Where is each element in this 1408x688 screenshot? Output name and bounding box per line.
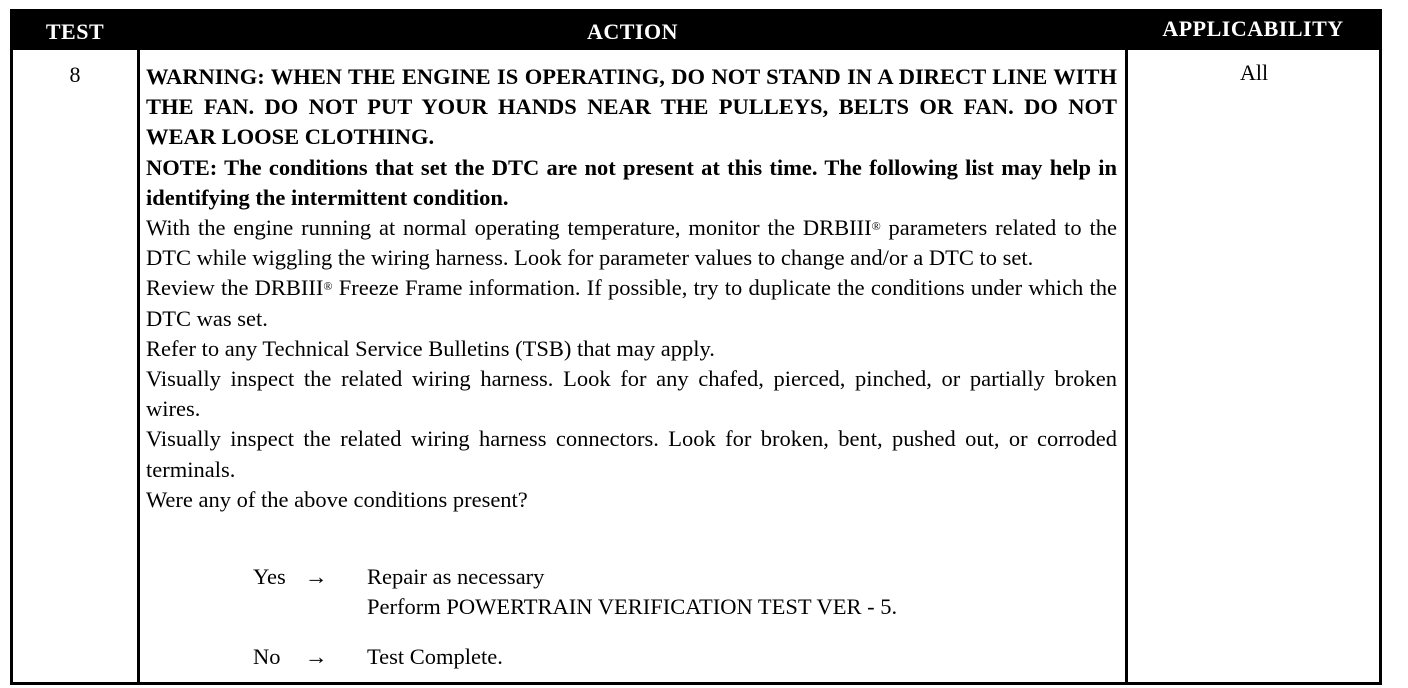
step-connectors: Visually inspect the related wiring harness connectors. Look for broken, bent, pushed out, or corroded terminals. — [146, 426, 1117, 482]
no-label: No — [253, 644, 281, 669]
header-action: ACTION — [586, 19, 678, 44]
test-number: 8 — [69, 62, 81, 87]
step-monitor-rest: parameters related to the DTC while wiggling the wiring harness. Look for parameter values to change and/or a DTC to set. — [146, 215, 1117, 271]
yes-action-line-2: Perform POWERTRAIN VERIFICATION TEST VER - 5. — [367, 594, 898, 619]
table-header — [13, 12, 1379, 50]
action-text — [146, 62, 1117, 515]
no-action: Test Complete. — [367, 644, 503, 669]
question-text: Were any of the above conditions present? — [146, 486, 528, 512]
answer-no — [253, 644, 503, 670]
answer-yes — [253, 564, 544, 590]
registered-mark: ® — [323, 279, 333, 294]
diagnostic-table — [10, 9, 1382, 685]
step-tsb: Refer to any Technical Service Bulletins (TSB) that may apply. — [146, 335, 715, 361]
column-divider — [137, 50, 140, 682]
yes-label: Yes — [253, 564, 286, 589]
note-text: NOTE: The conditions that set the DTC are not present at this time. The following list may help in identifying the intermittent condition. — [146, 154, 1117, 210]
applicability-value: All — [1239, 60, 1269, 85]
step-freeze-frame-start: Review the DRBIII — [146, 275, 324, 301]
step-monitor-start: With the engine running at normal operating temperature, monitor the DRBIII — [146, 215, 872, 241]
step-freeze-frame-rest: Freeze Frame information. If possible, try to duplicate the conditions under which the DTC was set. — [146, 275, 1118, 331]
arrow-icon: → — [305, 564, 328, 589]
column-divider — [1125, 50, 1128, 682]
step-freeze-frame — [146, 273, 1117, 333]
header-applicability: APPLICABILITY — [1162, 16, 1344, 41]
step-harness: Visually inspect the related wiring harness. Look for any chafed, pierced, pinched, or partially broken wires. — [146, 366, 1117, 422]
header-test: TEST — [45, 19, 105, 44]
yes-action: Repair as necessary — [367, 564, 545, 589]
step-monitor — [146, 213, 1117, 273]
registered-mark: ® — [871, 219, 881, 234]
warning-text: WARNING: WHEN THE ENGINE IS OPERATING, DO NOT STAND IN A DIRECT LINE WITH THE FAN. DO NOT PUT YOUR HANDS NEAR THE PULLEYS, BELTS OR FAN. DO NOT WEAR LOOSE CLOTHING. — [146, 64, 1117, 150]
arrow-icon: → — [305, 644, 328, 669]
